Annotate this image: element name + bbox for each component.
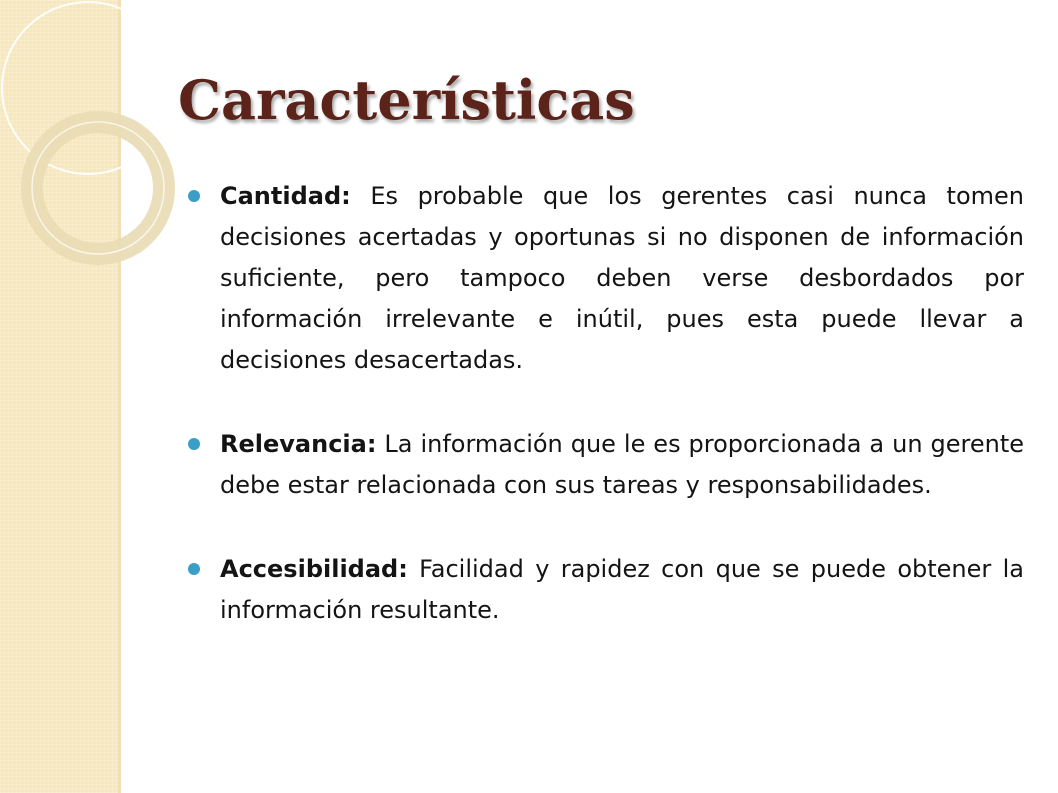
bullet-list — [186, 176, 1024, 674]
bullet-item-cantidad — [186, 176, 1024, 381]
bullet-text: Es probable que los gerentes casi nunca tomen decisiones acertadas y oportunas si no disponen de información suficiente, pero tampoco deben verse desbordados por información irrelevante e inútil, pues esta puede llevar a decisiones desacertadas. — [220, 182, 1024, 374]
bullet-dot-icon — [188, 190, 200, 202]
bullet-term: Relevancia: — [220, 430, 377, 458]
bullet-item-accesibilidad — [186, 549, 1024, 631]
bullet-text: La información que le es proporcionada a un gerente debe estar relacionada con sus tareas y responsabilidades. — [220, 430, 1024, 499]
bullet-item-relevancia — [186, 424, 1024, 506]
bullet-term: Cantidad: — [220, 182, 351, 210]
bullet-text: Facilidad y rapidez con que se puede obtener la información resultante. — [220, 555, 1024, 624]
bullet-term: Accesibilidad: — [220, 555, 408, 583]
bullet-dot-icon — [188, 438, 200, 450]
slide-title: Características — [178, 68, 635, 132]
bullet-dot-icon — [188, 563, 200, 575]
decorative-circles-ornament — [0, 0, 200, 300]
